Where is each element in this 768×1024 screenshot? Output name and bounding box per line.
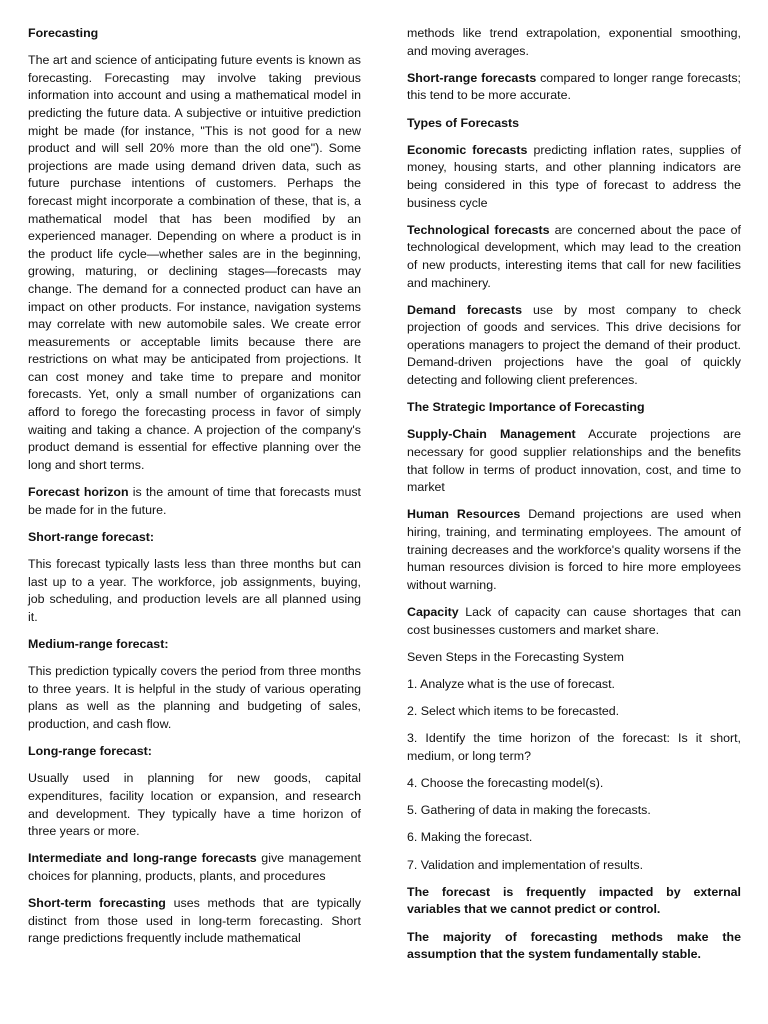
supply-chain-paragraph [407, 426, 741, 496]
supply-chain-term: Supply-Chain Management [407, 427, 576, 442]
step-item: 1. Analyze what is the use of forecast. [407, 676, 616, 691]
intro-paragraph: The art and science of anticipating future events is known as forecasting. Forecasting may involve taking previous information into account and using a mathematical model in predicting the future data. A subjective or intuitive prediction might be made (for instance, "This is not good for a new product and will sell 20% more than the old one"). Some projections are made using demand driven data, such as future purchase intentions of customers. Perhaps the forecast might incorporate a combination of these, that is, a mathematical model that has been modified by an experienced manager. Depending on where a product is in the product life cycle—whether sales are in the beginning, growing, maturing, or declining stages—forecasts may change. The demand for a connected product can have an impact on other products. For instance, navigation systems may correlate with new automobile sales. We create error measurements or acceptable limits because there are restrictions on what may be anticipated from projections. It can cost money and take time to prepare and monitor forecasts. Yet, only a small number of organizations can afford to forego the forecasting process in favor of simply waiting and taking a chance. A projection of the company's product demand is essential for effective planning over the long and short terms. [28, 53, 361, 472]
short-range-forecasts-paragraph [407, 70, 741, 105]
forecast-horizon-term: Forecast horizon [28, 485, 129, 500]
capacity-term: Capacity [407, 604, 459, 619]
step-item: 2. Select which items to be forecasted. [407, 704, 620, 719]
supply-chain-text: Accurate projections are necessary for good supplier relationships and the benefits that follow in terms of product innovation, cost, and time to market [407, 427, 742, 495]
steps-heading: Seven Steps in the Forecasting System [407, 649, 624, 664]
medium-range-heading: Medium-range forecast: [28, 636, 169, 651]
long-range-paragraph: Usually used in planning for new goods, capital expenditures, facility location or expansion, and research and development. They typically have a time horizon of three years or more. [28, 771, 361, 839]
short-range-paragraph: This forecast typically lasts less than three months but can last up to a year. The workforce, job assignments, buying, job scheduling, and production levels are all planned using it. [28, 557, 361, 624]
short-range-forecasts-term: Short-range forecasts [407, 70, 537, 85]
types-heading: Types of Forecasts [407, 115, 520, 130]
economic-term: Economic forecasts [407, 142, 528, 157]
capacity-text: Lack of capacity can cause shortages that can cost businesses customers and market share. [407, 604, 741, 637]
short-range-forecasts-text: compared to longer range forecasts; this tend to be more accurate. [407, 70, 741, 103]
intermediate-term: Intermediate and long-range forecasts [28, 851, 257, 866]
step-item: 7. Validation and implementation of results. [407, 857, 644, 872]
short-range-heading: Short-range forecast: [28, 529, 154, 544]
right-column [407, 25, 741, 973]
economic-text: predicting inflation rates, supplies of money, housing starts, and other planning indicators are being considered in this type of forecast to address the business cycle [407, 142, 741, 210]
step-item: 6. Making the forecast. [407, 830, 533, 845]
closing-statement-2: The majority of forecasting methods make the assumption that the system fundamentally stable. [407, 929, 741, 962]
step-item: 4. Choose the forecasting model(s). [407, 776, 604, 791]
short-term-forecasting-paragraph [28, 895, 361, 948]
technological-term: Technological forecasts [407, 222, 550, 237]
forecast-horizon-text: is the amount of time that forecasts must be made for in the future. [28, 485, 361, 517]
human-resources-paragraph [407, 506, 741, 594]
strategic-heading: The Strategic Importance of Forecasting [407, 400, 645, 415]
intermediate-text: give management choices for planning, products, plants, and procedures [28, 851, 361, 883]
technological-paragraph [407, 222, 741, 292]
continued-paragraph: methods like trend extrapolation, exponential smoothing, and moving averages. [407, 26, 741, 58]
human-resources-text: Demand projections are used when hiring, training, and terminating employees. The amount of training decreases and the workforce's quality worsens if the human resources division is forced to hire more employees without warning. [407, 507, 741, 592]
human-resources-term: Human Resources [407, 507, 521, 522]
technological-text: are concerned about the pace of technological development, which may lead to the creation of new products, interesting items that call for new facilities and machinery. [407, 222, 741, 290]
left-column [28, 25, 361, 957]
demand-term: Demand forecasts [407, 302, 522, 317]
medium-range-paragraph: This prediction typically covers the period from three months to three years. It is helpful in the study of various operating plans as well as the planning and budgeting of sales, production, and cash flow. [28, 664, 361, 731]
demand-paragraph [407, 302, 741, 390]
step-item: 3. Identify the time horizon of the forecast: Is it short, medium, or long term? [407, 731, 741, 763]
section-title-forecasting: Forecasting [28, 26, 99, 40]
forecast-horizon-paragraph [28, 484, 361, 519]
demand-text: use by most company to check projection of goods and services. This drive decisions for operations managers to project the demand of their product. Demand-driven projections have the goal of quickly detecting and following client preferences. [407, 302, 741, 388]
short-term-forecasting-text: uses methods that are typically distinct from those used in long-term forecasting. Short range predictions frequently include mathematical [28, 896, 361, 946]
long-range-heading: Long-range forecast: [28, 744, 152, 759]
step-item: 5. Gathering of data in making the forecasts. [407, 803, 651, 818]
closing-statement-1: The forecast is frequently impacted by external variables that we cannot predict or control. [407, 884, 741, 917]
intermediate-paragraph [28, 850, 361, 885]
capacity-paragraph [407, 604, 741, 639]
short-term-forecasting-term: Short-term forecasting [28, 896, 166, 911]
economic-paragraph [407, 142, 741, 212]
